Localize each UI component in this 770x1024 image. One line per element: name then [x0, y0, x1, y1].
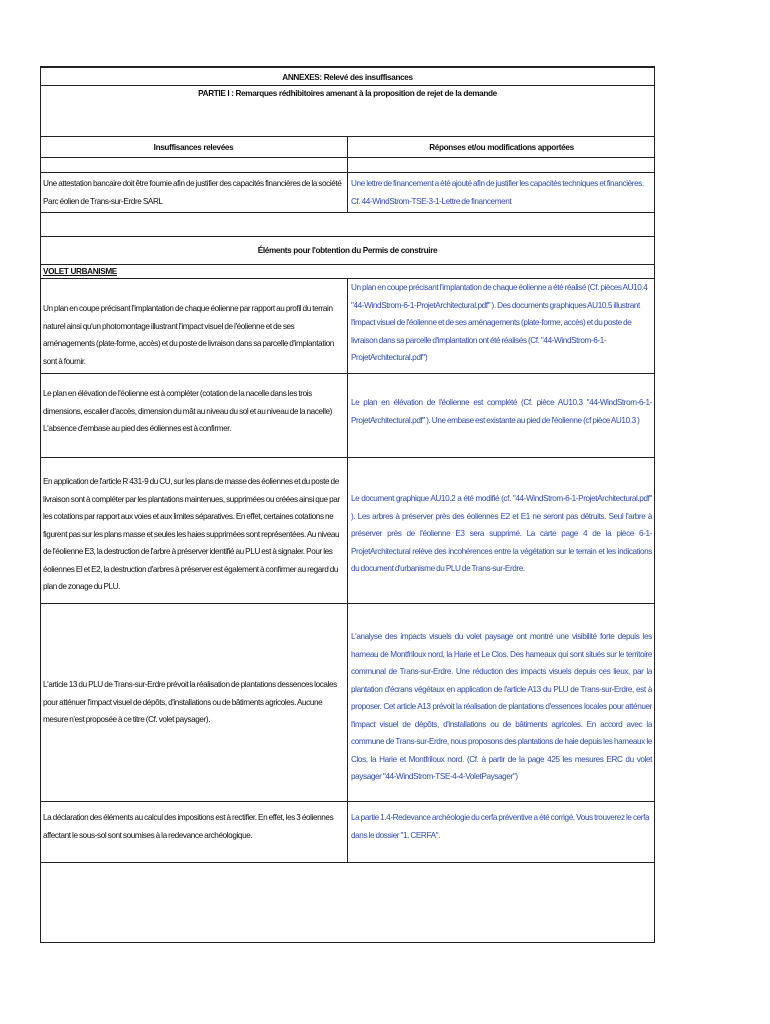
insuffisance-text: L'article 13 du PLU de Trans-sur-Erdre prévoit la réalisation de plantations dessences locales pour atténuer l'impact visuel de dépôts, d'installations ou de bâtiments agricoles. Aucune mesure n'est proposée à ce titre (Cf. volet paysager). — [43, 680, 337, 725]
column-header-reponses: Réponses et/ou modifications apportées — [429, 143, 574, 152]
reponse-cell — [348, 173, 654, 212]
empty-final-row — [40, 863, 655, 943]
empty-cell — [348, 158, 654, 172]
reponse-cell — [348, 802, 654, 862]
reponse-text: Le plan en élévation de l'éolienne est complété (Cf. pièce AU10.3 "44-WindStrom-6-1-ProjetArchitectural.pdf" ). Une embase est existante au pied de l'éolienne (cf pièce AU10.3 ) — [351, 398, 652, 425]
table-row — [40, 279, 655, 374]
section-title-row — [40, 237, 655, 265]
table-row — [40, 374, 655, 458]
insuffisance-cell — [41, 279, 348, 373]
empty-cell — [41, 158, 348, 172]
table-row — [40, 173, 655, 213]
volet-row — [40, 265, 655, 279]
insuffisance-text: Le plan en élévation de l'éolienne est à compléter (cotation de la nacelle dans les trois dimensions, escalier d'accès, dimension du mât au niveau du sol et au niveau de la nacelle) L'absence d'embase au pied des éoliennes est à confirmer. — [43, 389, 332, 433]
reponse-text: La partie 1.4-Redevance archéologie du cerfa préventive a été corrigé. Vous trouverez le cerfa dans le dossier "1. CERFA". — [351, 813, 650, 840]
insuffisance-text: En application de l'article R 431-9 du CU, sur les plans de masse des éoliennes et du poste de livraison sont à compléter par les plantations maintenues, supprimées ou créées ainsi que par les cotations par rapport aux voies et aux limites séparatives. En effet, certaines cotations ne figurent pas sur les plans masse et seules les haies supprimées sont représentées. Au niveau de l'éolienne E3, la destruction de l'arbre à préserver identifié au PLU est à signaler. Pour les éoliennes El et E2, la destruction d'arbres à préserver est également à confirmer au regard du plan de zonage du PLU. — [43, 477, 340, 591]
insuffisance-cell — [41, 802, 348, 862]
reponse-cell — [348, 604, 654, 801]
insuffisance-cell — [41, 173, 348, 212]
insuffisance-text: Une attestation bancaire doit être fournie afin de justifier des capacités financières de la société Parc éolien de Trans-sur-Erdre SARL — [43, 179, 342, 206]
reponse-text: Un plan en coupe précisant l'implantation de chaque éolienne a été réalisé (Cf. pièces AU10.4 "44-WindStrom-6-1-ProjetArchitectural.pdf" ). Des documents graphiques AU10.5 illustrant l'impact visuel de l'éolienne et de ses aménagements (plate-forme, accès) et du poste de livraison dans sa parcelle d'implantation ont été réalisés (Cf. "44-WindStrom-6-1-ProjetArchitectural.pdf") — [351, 283, 648, 362]
reponse-text: L'analyse des impacts visuels du volet paysage ont montré une visibilité forte depuis les hameau de Montfrilouх nord, la Harie et Le Clos. Des hameaux qui sont situés sur le territoire communal de Trans-sur-Erdre. Une réduction des impacts visuels depuis ces lieux, par la plantation d'écrans végétaux en application de l'article A13 du PLU de Trans-sur-Erdre, est à proposer. Cet article A13 prévoit la réalisation de plantations d'essences locales pour atténuer l'impact visuel de dépôts, d'installations ou de bâtiments agricoles. En accord avec la commune de Trans-sur-Erdre, nous proposons des plantations de haie depuis les hameaux le Clos, la Harie et Montfrilouх nord. (Cf. à partir de la page 425 les mesures ERC du volet paysager "44-WindStrom-TSE-4-4-VoletPaysager") — [351, 632, 652, 781]
section-title: Éléments pour l'obtention du Permis de construire — [257, 246, 438, 255]
reponse-cell — [348, 374, 654, 457]
volet-urbanisme-label: VOLET URBANISME — [43, 267, 117, 276]
insuffisance-cell — [41, 374, 348, 457]
reponse-cell — [348, 279, 654, 373]
reponse-cell — [348, 458, 654, 603]
insuffisance-cell — [41, 604, 348, 801]
column-header-row — [40, 136, 655, 158]
insuffisance-text: La déclaration des éléments au calcul des impositions est à rectifier. En effet, les 3 éoliennes affectant le sous-sol sont soumises à la redevance archéologique. — [43, 813, 334, 840]
relevé-table — [40, 66, 655, 943]
partie-row — [40, 86, 655, 136]
spacer-row — [40, 213, 655, 237]
reponse-text: Le document graphique AU10.2 a été modifié (cf. "44-WindStrom-6-1-ProjetArchitectural.pdf" ). Les arbres à préserver près des éoliennes E2 et E1 ne seront pas détruits. Seul l'arbre à préserver près de l'éolienne E3 sera supprimé. La carte page 4 de la pièce 6-1-ProjetArchitectural relève des incohérences entre la végétation sur le terrain et les indications du document d'urbanisme du PLU de Trans-sur-Erdre. — [351, 494, 652, 573]
table-row — [40, 458, 655, 604]
insuffisance-text: Un plan en coupe précisant l'implantation de chaque éolienne par rapport au profil du terrain naturel ainsi qu'un photomontage illustrant l'impact visuel de l'éolienne et de ses aménagements (plate-forme, accès) et du poste de livraison dans sa parcelle d'implantation sont à fournir. — [43, 304, 334, 366]
table-title-row — [40, 66, 655, 86]
table-row — [40, 802, 655, 863]
reponse-text: Une lettre de financement a été ajouté afin de justifier les capacités techniques et financières. Cf. 44-WindStrom-TSE-3-1-Lettre de financement — [351, 179, 644, 206]
insuffisance-cell — [41, 458, 348, 603]
empty-row — [40, 158, 655, 173]
table-row — [40, 604, 655, 802]
column-header-insuffisances: Insuffisances relevées — [41, 137, 348, 157]
table-title: ANNEXES: Relevé des insuffisances — [282, 73, 413, 82]
partie-title: PARTIE I : Remarques rédhibitoires amenant à la proposition de rejet de la demande — [198, 89, 497, 98]
